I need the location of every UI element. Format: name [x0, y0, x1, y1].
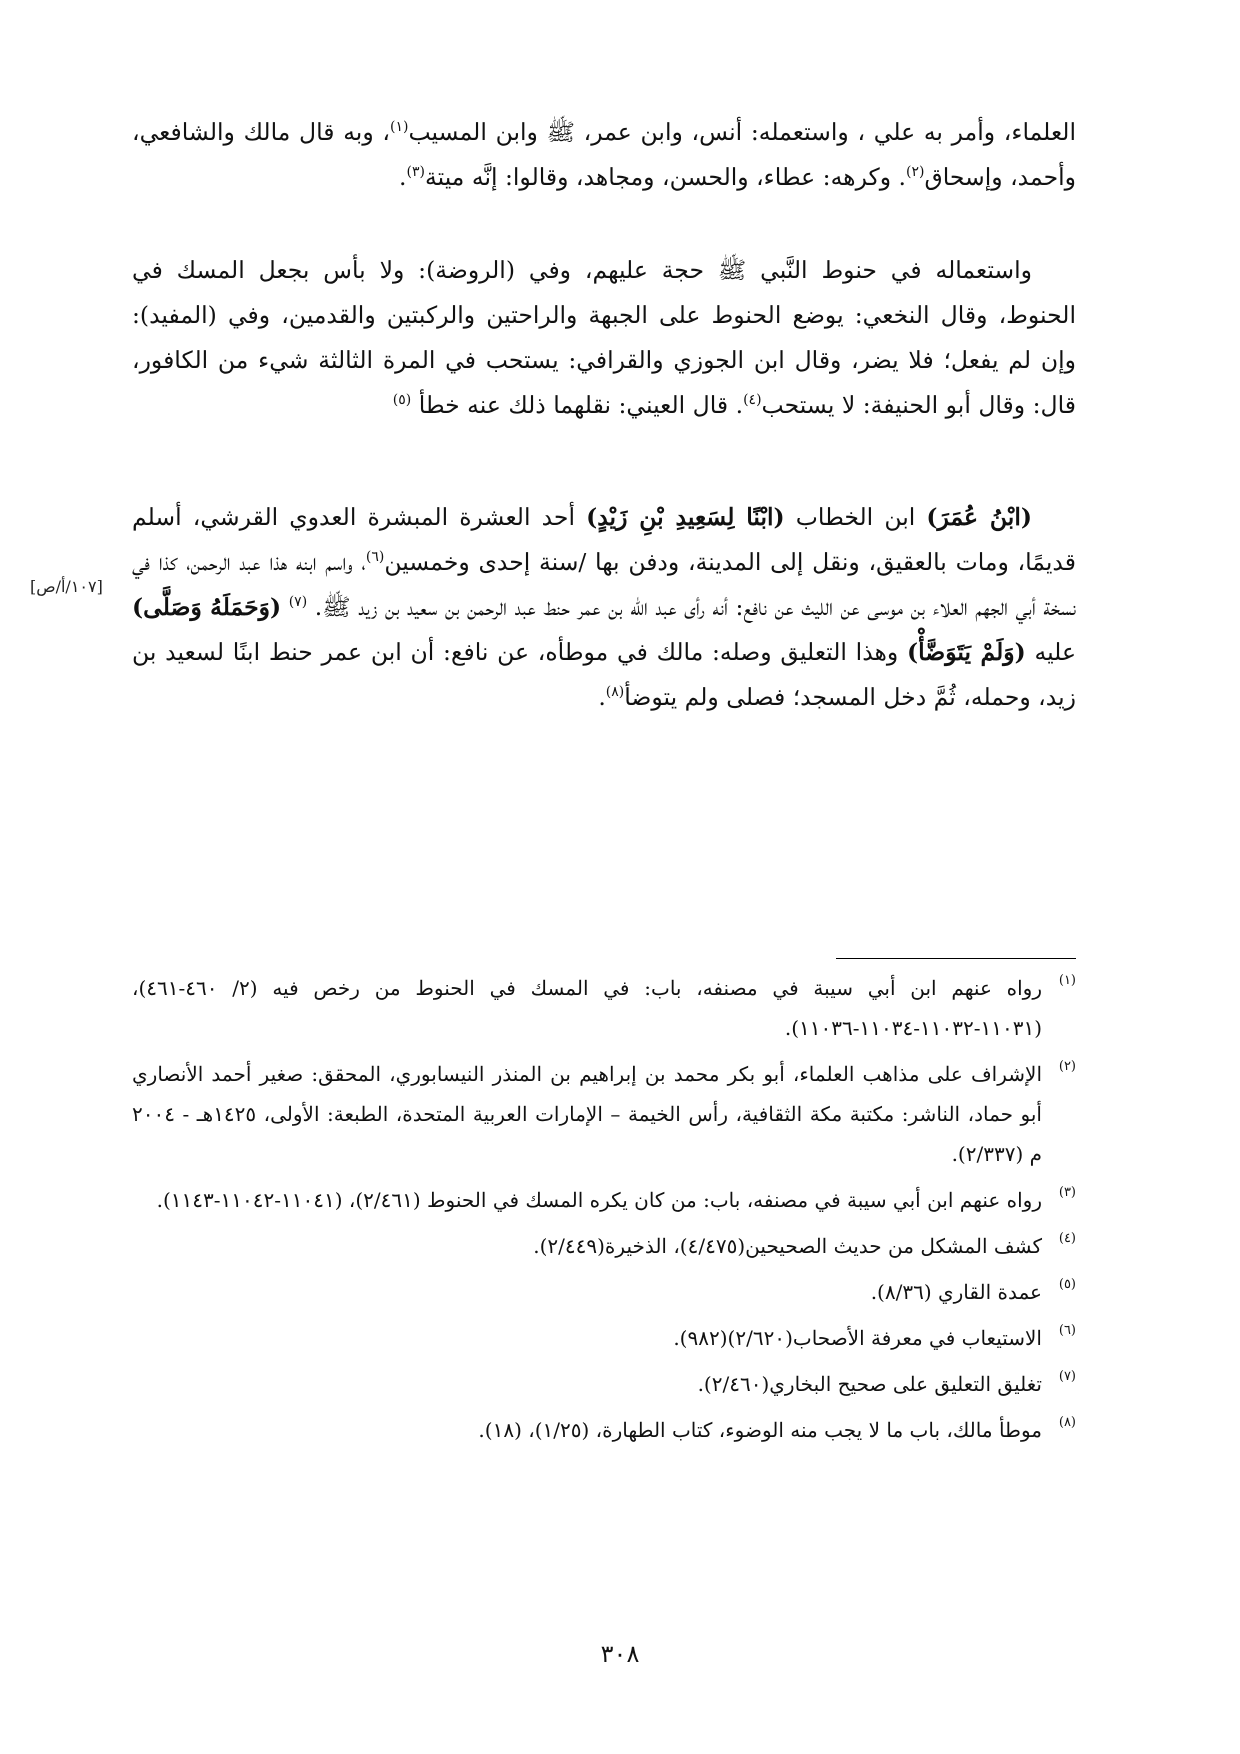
text-run: ، وبه قال مالك والشافعي، وأحمد، وإسحاق: [132, 118, 1076, 191]
footnote-item: [132, 1364, 1076, 1404]
text-run: وهذا التعليق وصله: مالك في موطأه، عن نافع: أن ابن عمر حنط ابنًا لسعيد بن زيد، وحمله، ثُمَّ دخل المسجد؛ فصلى ولم يتوضأ: [132, 638, 1076, 711]
text-run: . وكرهه: عطاء، والحسن، ومجاهد، وقالوا: إنَّه ميتة: [425, 163, 907, 191]
quoted-term: (وَلَمْ يَتَوَضَّأْ): [907, 638, 1026, 666]
text-run: العلماء، وأمر به علي ، واستعمله: أنس، وابن عمر، ﷺ وابن المسيب: [408, 118, 1076, 146]
text-run: عليه: [1025, 638, 1076, 666]
quoted-term: (ابْنًا لِسَعِيدِ بْنِ زَيْدٍ): [586, 503, 785, 531]
text-run: . قال العيني: نقلهما ذلك عنه خطأ: [411, 391, 744, 419]
footnote-item: [132, 1410, 1076, 1450]
paragraph-1: [132, 110, 1076, 200]
quoted-term: (وَحَمَلَهُ وَصَلَّى): [132, 593, 282, 621]
text-run: أحد العشرة المبشرة العدوي القرشي، أسلم قديمًا، ومات بالعقيق، ونقل إلى المدينة، ودفن بها /سنة إحدى وخمسين: [132, 503, 1076, 576]
footnote-ref: (٨): [605, 684, 625, 700]
footnote-ref: (٥): [392, 392, 412, 408]
quoted-term: (ابْنُ عُمَرَ): [926, 503, 1032, 531]
footnote-text: الإشراف على مذاهب العلماء، أبو بكر محمد بن إبراهيم بن المنذر النيسابوري، المحقق: صغير أحمد الأنصاري أبو حماد، الناشر: مكتبة مكة الثقافية، رأس الخيمة – الإمارات العربية المتحدة، الطبعة: الأولى، ١٤٢٥هـ - ٢٠٠٤ م (٢/٣٣٧).: [132, 1062, 1042, 1166]
footnote-text: عمدة القاري (٨/٣٦).: [870, 1280, 1042, 1304]
page-number: ٣٠٨: [600, 1640, 640, 1668]
footnote-ref: (٧): [288, 594, 308, 610]
footnote-text: موطأ مالك، باب ما لا يجب منه الوضوء، كتاب الطهارة، (١/٢٥)، (١٨).: [478, 1418, 1042, 1442]
text-run: .: [598, 683, 606, 711]
footnote-number: (٨): [1058, 1415, 1076, 1430]
text-run: واستعماله في حنوط النَّبي ﷺ حجة عليهم، وفي (الروضة): ولا بأس بجعل المسك في الحنوط، وقال النخعي: يوضع الحنوط على الجبهة والراحتين والركبتين والقدمين، وفي (المفيد): وإن لم يفعل؛ فلا يضر، وقال ابن الجوزي والقرافي: يستحب في المرة الثالثة شيء من الكافور، قال: وقال أبو الحنيفة: لا يستحب: [132, 256, 1076, 419]
text-run: .: [399, 163, 407, 191]
footnote-item: [132, 1226, 1076, 1266]
text-run: ، واسم ابنه هذا عبد الرحمن، كذا في نسخة أبي الجهم العلاء بن موسى عن الليث عن نافع: أنه رأى عبد الله بن عمر حنط عبد الرحمن بن سعيد بن زيد ﷺ.: [132, 548, 1076, 621]
footnote-text: تغليق التعليق على صحيح البخاري(٢/٤٦٠).: [697, 1372, 1042, 1396]
footnote-item: [132, 1318, 1076, 1358]
footnote-item: [132, 1272, 1076, 1312]
footnote-item: [132, 1054, 1076, 1174]
footnote-text: الاستيعاب في معرفة الأصحاب(٢/٦٢٠)(٩٨٢).: [673, 1326, 1042, 1350]
footnote-ref: (٦): [365, 549, 385, 565]
footnote-separator: [836, 958, 1076, 959]
footnote-number: (٢): [1058, 1059, 1076, 1074]
footnotes: [132, 968, 1076, 1456]
footnote-number: (٦): [1058, 1323, 1076, 1338]
footnote-item: [132, 1180, 1076, 1220]
footnote-ref: (٤): [743, 392, 762, 408]
footnote-ref: (٢): [906, 164, 925, 180]
footnote-ref: (٣): [406, 164, 425, 180]
footnote-text: كشف المشكل من حديث الصحيحين(٤/٤٧٥)، الذخيرة(٢/٤٤٩).: [533, 1234, 1042, 1258]
text-run: [281, 593, 289, 621]
manuscript-folio-note: [١٠٧/أ/ص]: [30, 577, 103, 596]
footnote-number: (٤): [1058, 1231, 1076, 1246]
footnote-number: (٣): [1058, 1185, 1076, 1200]
paragraph-3: [132, 495, 1076, 720]
footnote-ref: (١): [389, 119, 409, 135]
footnote-number: (١): [1058, 973, 1076, 988]
footnote-item: [132, 968, 1076, 1048]
paragraph-2: [132, 248, 1076, 428]
footnote-text: رواه عنهم ابن أبي سيبة في مصنفه، باب: من كان يكره المسك في الحنوط (٢/٤٦١)، (١١٠٤١-١١٠٤٢-١١٤٣).: [156, 1188, 1042, 1212]
footnote-text: رواه عنهم ابن أبي سيبة في مصنفه، باب: في المسك في الحنوط من رخص فيه (٢/ ٤٦٠-٤٦١)، (١١٠٣١-١١٠٣٢-١١٠٣٤-١١٠٣٦).: [132, 976, 1042, 1040]
text-run: ابن الخطاب: [784, 503, 927, 531]
footnote-number: (٥): [1058, 1277, 1076, 1292]
footnote-number: (٧): [1058, 1369, 1076, 1384]
